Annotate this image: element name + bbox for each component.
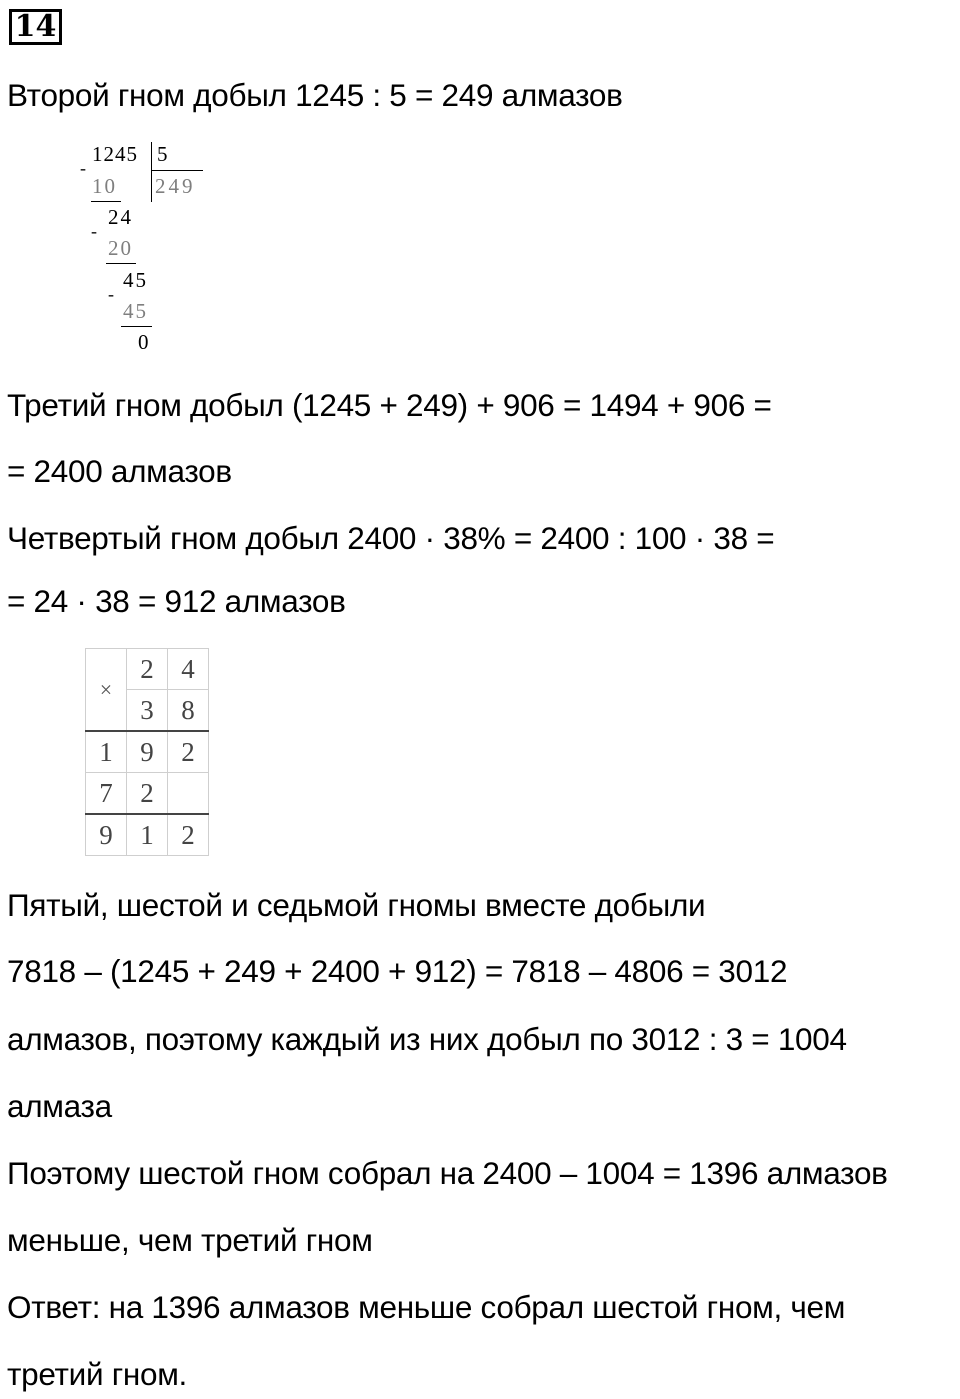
division-minus-sign: - <box>91 221 97 241</box>
division-subtract: 45 <box>123 299 148 323</box>
line-remaining-gnomes: Пятый, шестой и седьмой гномы вместе добыли <box>7 887 706 923</box>
line-each-gnome-unit: алмаза <box>7 1088 112 1124</box>
multiplication-cell: 1 <box>127 814 168 856</box>
multiplication-cell: 4 <box>168 649 209 690</box>
answer-line-end: третий гном. <box>7 1356 188 1392</box>
line-fourth-gnome-result: = 24 · 38 = 912 алмазов <box>7 583 346 619</box>
multiplication-cell: 3 <box>127 690 168 732</box>
line-fourth-gnome: Четвертый гном добыл 2400 · 38% = 2400 : 100 · 38 = <box>7 520 775 556</box>
multiplication-cell <box>168 773 209 815</box>
multiplication-cell: 9 <box>86 814 127 856</box>
multiplication-operator: × <box>86 649 127 732</box>
task-number: 14 <box>9 9 62 45</box>
division-divisor: 5 <box>157 142 168 166</box>
multiplication-cell: 1 <box>86 731 127 773</box>
line-third-gnome: Третий гном добыл (1245 + 249) + 906 = 1494 + 906 = <box>7 387 772 423</box>
multiplication-cell: 7 <box>86 773 127 815</box>
multiplication-cell: 2 <box>127 773 168 815</box>
division-underline <box>121 326 152 327</box>
division-bracket-horizontal <box>151 170 203 171</box>
division-quotient: 249 <box>155 174 196 198</box>
division-subtract: 10 <box>92 174 117 198</box>
multiplication-cell: 2 <box>168 731 209 773</box>
answer-line: Ответ: на 1396 алмазов меньше собрал шестой гном, чем <box>7 1289 846 1325</box>
line-each-gnome: алмазов, поэтому каждый из них добыл по 3012 : 3 = 1004 <box>7 1021 847 1057</box>
division-subtract: 20 <box>108 236 133 260</box>
division-dividend: 1245 <box>92 142 138 166</box>
line-second-gnome: Второй гном добыл 1245 : 5 = 249 алмазов <box>7 77 623 113</box>
multiplication-cell: 2 <box>168 814 209 856</box>
multiplication-cell: 9 <box>127 731 168 773</box>
multiplication-cell: 8 <box>168 690 209 732</box>
line-difference-end: меньше, чем третий гном <box>7 1222 373 1258</box>
division-minus-sign: - <box>108 284 114 304</box>
division-remainder: 0 <box>138 330 149 354</box>
division-underline <box>91 201 121 202</box>
division-bracket-vertical <box>151 142 152 202</box>
division-minus-sign: - <box>80 158 86 178</box>
division-remainder: 24 <box>108 205 133 229</box>
division-underline <box>106 263 136 264</box>
line-third-gnome-result: = 2400 алмазов <box>7 453 232 489</box>
line-difference: Поэтому шестой гном собрал на 2400 – 1004 = 1396 алмазов <box>7 1155 888 1191</box>
multiplication-cell: 2 <box>127 649 168 690</box>
multiplication-table <box>85 648 209 856</box>
division-remainder: 45 <box>123 268 148 292</box>
line-remaining-calc: 7818 – (1245 + 249 + 2400 + 912) = 7818 – 4806 = 3012 <box>7 953 788 989</box>
